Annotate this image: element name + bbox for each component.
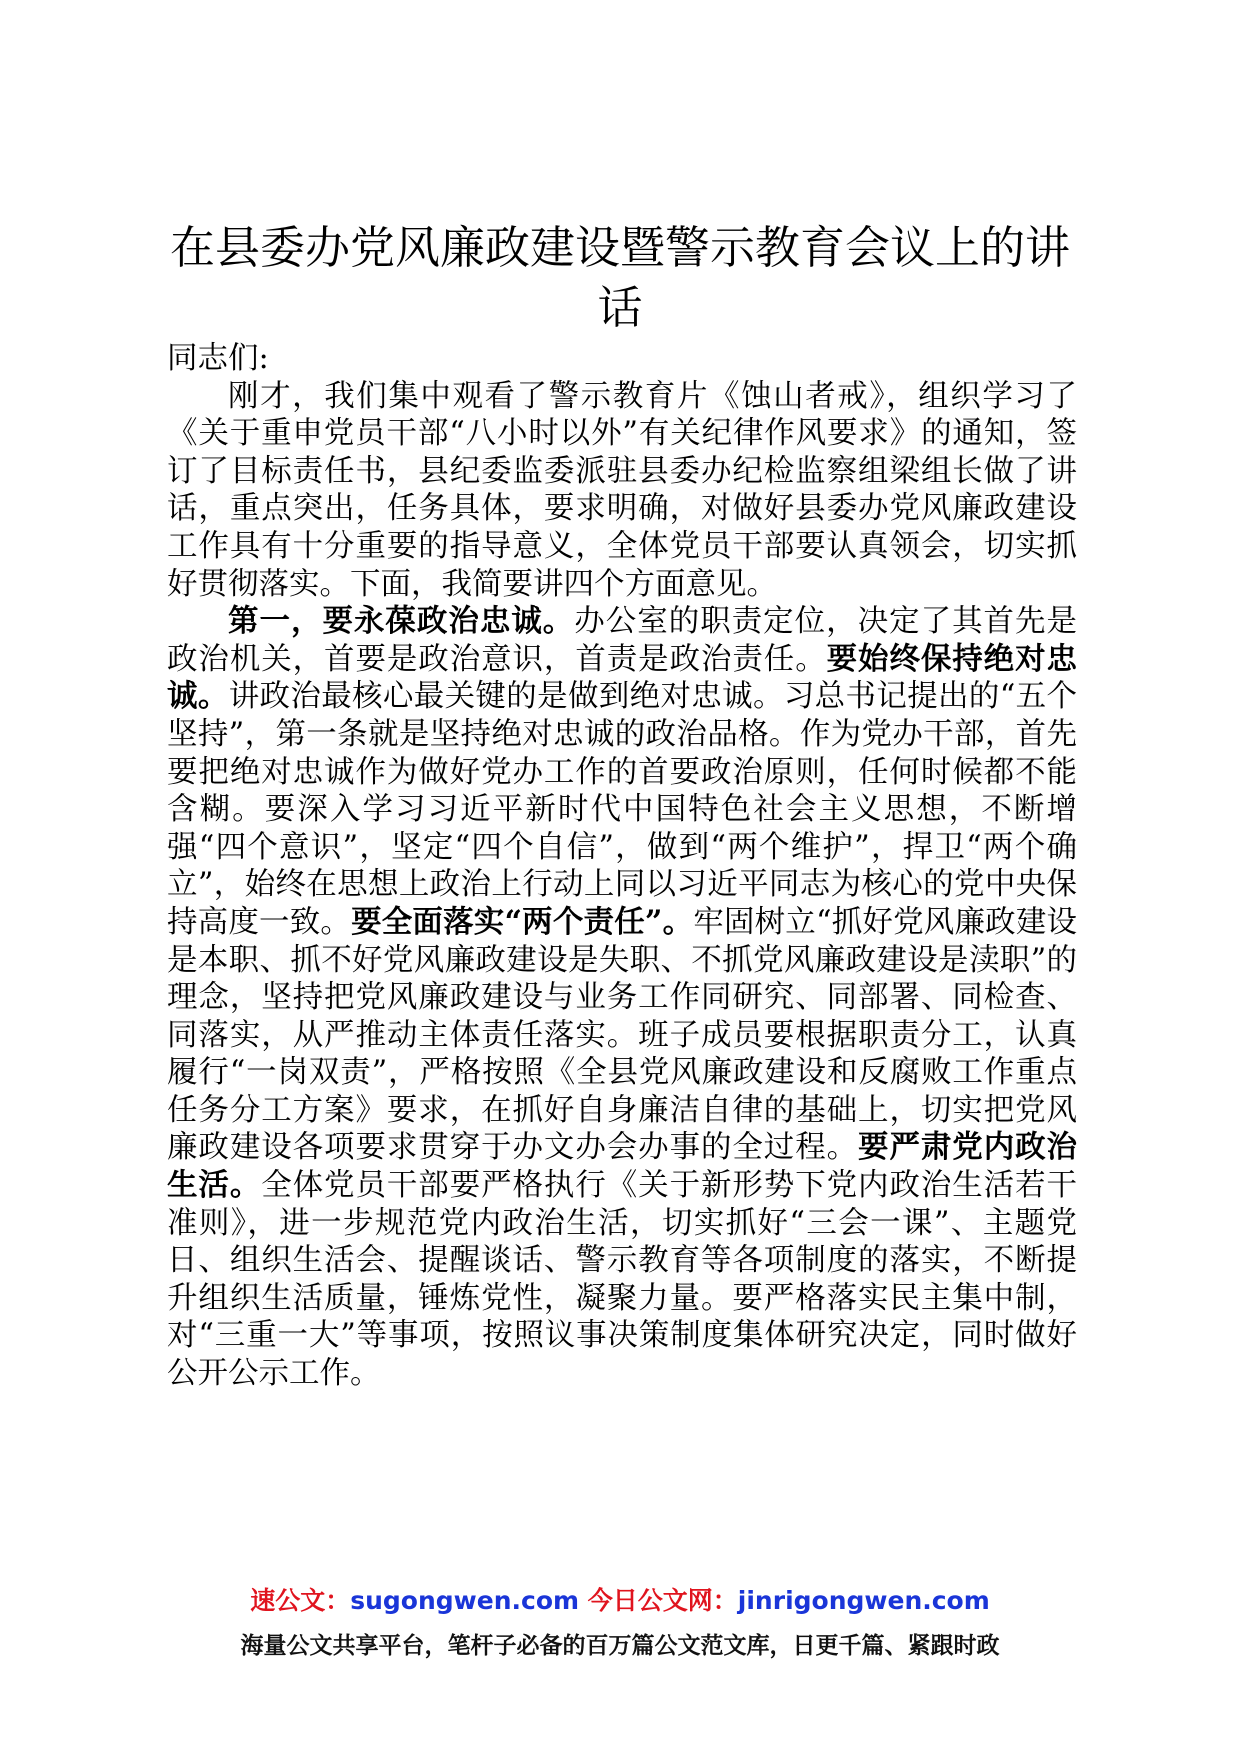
sub-3-heading: 要严肃党内政治生活。 xyxy=(167,1129,1078,1204)
footer-sites xyxy=(0,1584,1240,1618)
section-1-text: 办公室的职责定位，决定了其首先是政治机关，首要是政治意识，首责是政治责任。 xyxy=(167,604,1078,677)
salutation: 同志们: xyxy=(167,341,269,376)
site-2-name: 今日公文网： xyxy=(587,1586,738,1615)
section-1-paragraph xyxy=(167,603,1077,1392)
footer-banner xyxy=(0,1584,1240,1662)
sub-1-heading: 要始终保持绝对忠诚。 xyxy=(167,640,1077,715)
document-body xyxy=(167,340,1077,1393)
site-1-url[interactable]: sugongwen.com xyxy=(350,1586,580,1615)
site-2-url[interactable]: jinrigongwen.com xyxy=(737,1586,990,1615)
site-1-name: 速公文： xyxy=(250,1586,351,1615)
sub-1-text: 讲政治最核心最关键的是做到绝对忠诚。习总书记提出的“五个坚持”，第一条就是坚持绝对忠诚的政治品格。作为党办干部，首先要把绝对忠诚作为做好党办工作的首要政治原则，任何时候都不能含糊。要深入学习习近平新时代中国特色社会主义思想，不断增强“四个意识”，坚定“四个自信”，做到“两个维护”，捍卫“两个确立”，始终在思想上政治上行动上同以习近平同志为核心的党中央保持高度一致。 xyxy=(167,679,1078,940)
sub-2-text: 牢固树立“抓好党风廉政建设是本职、抓不好党风廉政建设是失职、不抓党风廉政建设是渎职”的理念，坚持把党风廉政建设与业务工作同研究、同部署、同检查、同落实，从严推动主体责任落实。班子成员要根据职责分工，认真履行“一岗双责”，严格按照《全县党风廉政建设和反腐败工作重点任务分工方案》要求，在抓好自身廉洁自律的基础上，切实把党风廉政建设各项要求贯穿于办文办会办事的全过程。 xyxy=(167,904,1077,1166)
section-1-heading: 第一，要永葆政治忠诚。 xyxy=(228,603,575,640)
footer-slogan: 海量公文共享平台，笔杆子必备的百万篇公文范文库，日更千篇、紧跟时政 xyxy=(240,1633,1000,1659)
document-title: 在县委办党风廉政建设暨警示教育会议上的讲话 xyxy=(169,221,1070,334)
sub-2-heading: 要全面落实“两个责任”。 xyxy=(351,903,694,940)
sub-3-text: 全体党员干部要严格执行《关于新形势下党内政治生活若干准则》，进一步规范党内政治生活，切实抓好“三会一课”、主题党日、组织生活会、提醒谈话、警示教育等各项制度的落实，不断提升组织生活质量，锤炼党性，凝聚力量。要严格落实民主集中制，对“三重一大”等事项，按照议事决策制度集体研究决定，同时做好公开公示工作。 xyxy=(167,1168,1078,1392)
intro-paragraph: 刚才，我们集中观看了警示教育片《蚀山者戒》，组织学习了《关于重申党员干部“八小时以外”有关纪律作风要求》的通知，签订了目标责任书，县纪委监委派驻县委办纪检监察组梁组长做了讲话，重点突出，任务具体，要求明确，对做好县委办党风廉政建设工作具有十分重要的指导意义，全体党员干部要认真领会，切实抓好贯彻落实。下面，我简要讲四个方面意见。 xyxy=(167,378,1077,602)
